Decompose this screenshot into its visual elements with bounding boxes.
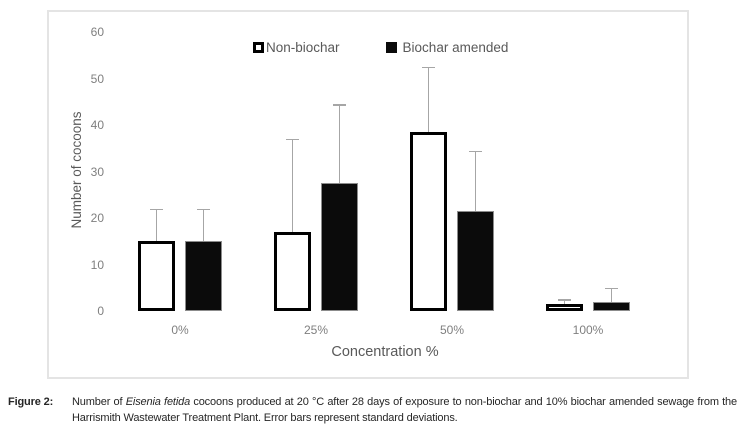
y-tick-label: 50 bbox=[90, 71, 104, 86]
chart-frame bbox=[47, 10, 689, 379]
bar-biochar-amended-0% bbox=[185, 241, 222, 311]
bar-non-biochar-25% bbox=[274, 232, 311, 311]
y-tick-label: 10 bbox=[90, 257, 104, 272]
x-axis-title: Concentration % bbox=[331, 344, 439, 360]
error-bar-cap bbox=[150, 209, 163, 211]
x-tick-label: 100% bbox=[572, 323, 604, 337]
error-bar-cap bbox=[558, 299, 571, 301]
bar-biochar-amended-50% bbox=[457, 211, 494, 311]
caption-line-1: Number of Eisenia fetida cocoons produced at 20 °C after 28 days of exposure to non-biochar and 10% biochar amended sewage from the bbox=[72, 396, 737, 408]
error-bar-cap bbox=[286, 139, 299, 141]
error-bar-cap bbox=[422, 67, 435, 69]
x-tick-label: 25% bbox=[303, 323, 329, 337]
legend-label: Non-biochar bbox=[266, 40, 340, 55]
bar-non-biochar-50% bbox=[410, 132, 447, 311]
legend-marker-open-square-icon bbox=[253, 42, 264, 53]
legend-item-non-biochar bbox=[253, 40, 340, 55]
error-bar-line bbox=[203, 209, 205, 244]
error-bar-line bbox=[428, 67, 430, 134]
x-tick-label: 50% bbox=[439, 323, 465, 337]
y-axis-title: Number of cocoons bbox=[69, 111, 84, 229]
error-bar-cap bbox=[469, 151, 482, 153]
error-bar-cap bbox=[197, 209, 210, 211]
error-bar-line bbox=[292, 139, 294, 234]
error-bar-cap bbox=[605, 288, 618, 290]
error-bar-line bbox=[339, 104, 341, 185]
y-tick-label: 0 bbox=[97, 304, 104, 318]
error-bar-line bbox=[475, 151, 477, 213]
bar-non-biochar-100% bbox=[546, 304, 583, 311]
caption-line-2: Harrismith Wastewater Treatment Plant. Error bars represent standard deviations. bbox=[72, 412, 458, 424]
bar-biochar-amended-100% bbox=[593, 302, 630, 311]
legend-marker-solid-square-icon bbox=[386, 42, 397, 53]
error-bar-cap bbox=[333, 104, 346, 106]
bar-non-biochar-0% bbox=[138, 241, 175, 311]
legend-label: Biochar amended bbox=[402, 40, 509, 55]
y-tick-label: 40 bbox=[90, 118, 104, 132]
bar-biochar-amended-25% bbox=[321, 183, 358, 311]
legend bbox=[253, 40, 508, 55]
x-tick-label: 0% bbox=[171, 323, 189, 337]
y-tick-label: 60 bbox=[90, 25, 104, 39]
error-bar-line bbox=[156, 209, 158, 244]
figure-caption-text bbox=[72, 394, 737, 426]
figure-caption-label: Figure 2: bbox=[8, 396, 54, 408]
y-tick-label: 30 bbox=[90, 164, 104, 179]
species-name-italic: Eisenia fetida bbox=[125, 396, 191, 408]
y-tick-label: 20 bbox=[90, 211, 104, 225]
figure-caption bbox=[8, 394, 737, 426]
legend-item-biochar-amended bbox=[386, 40, 509, 55]
